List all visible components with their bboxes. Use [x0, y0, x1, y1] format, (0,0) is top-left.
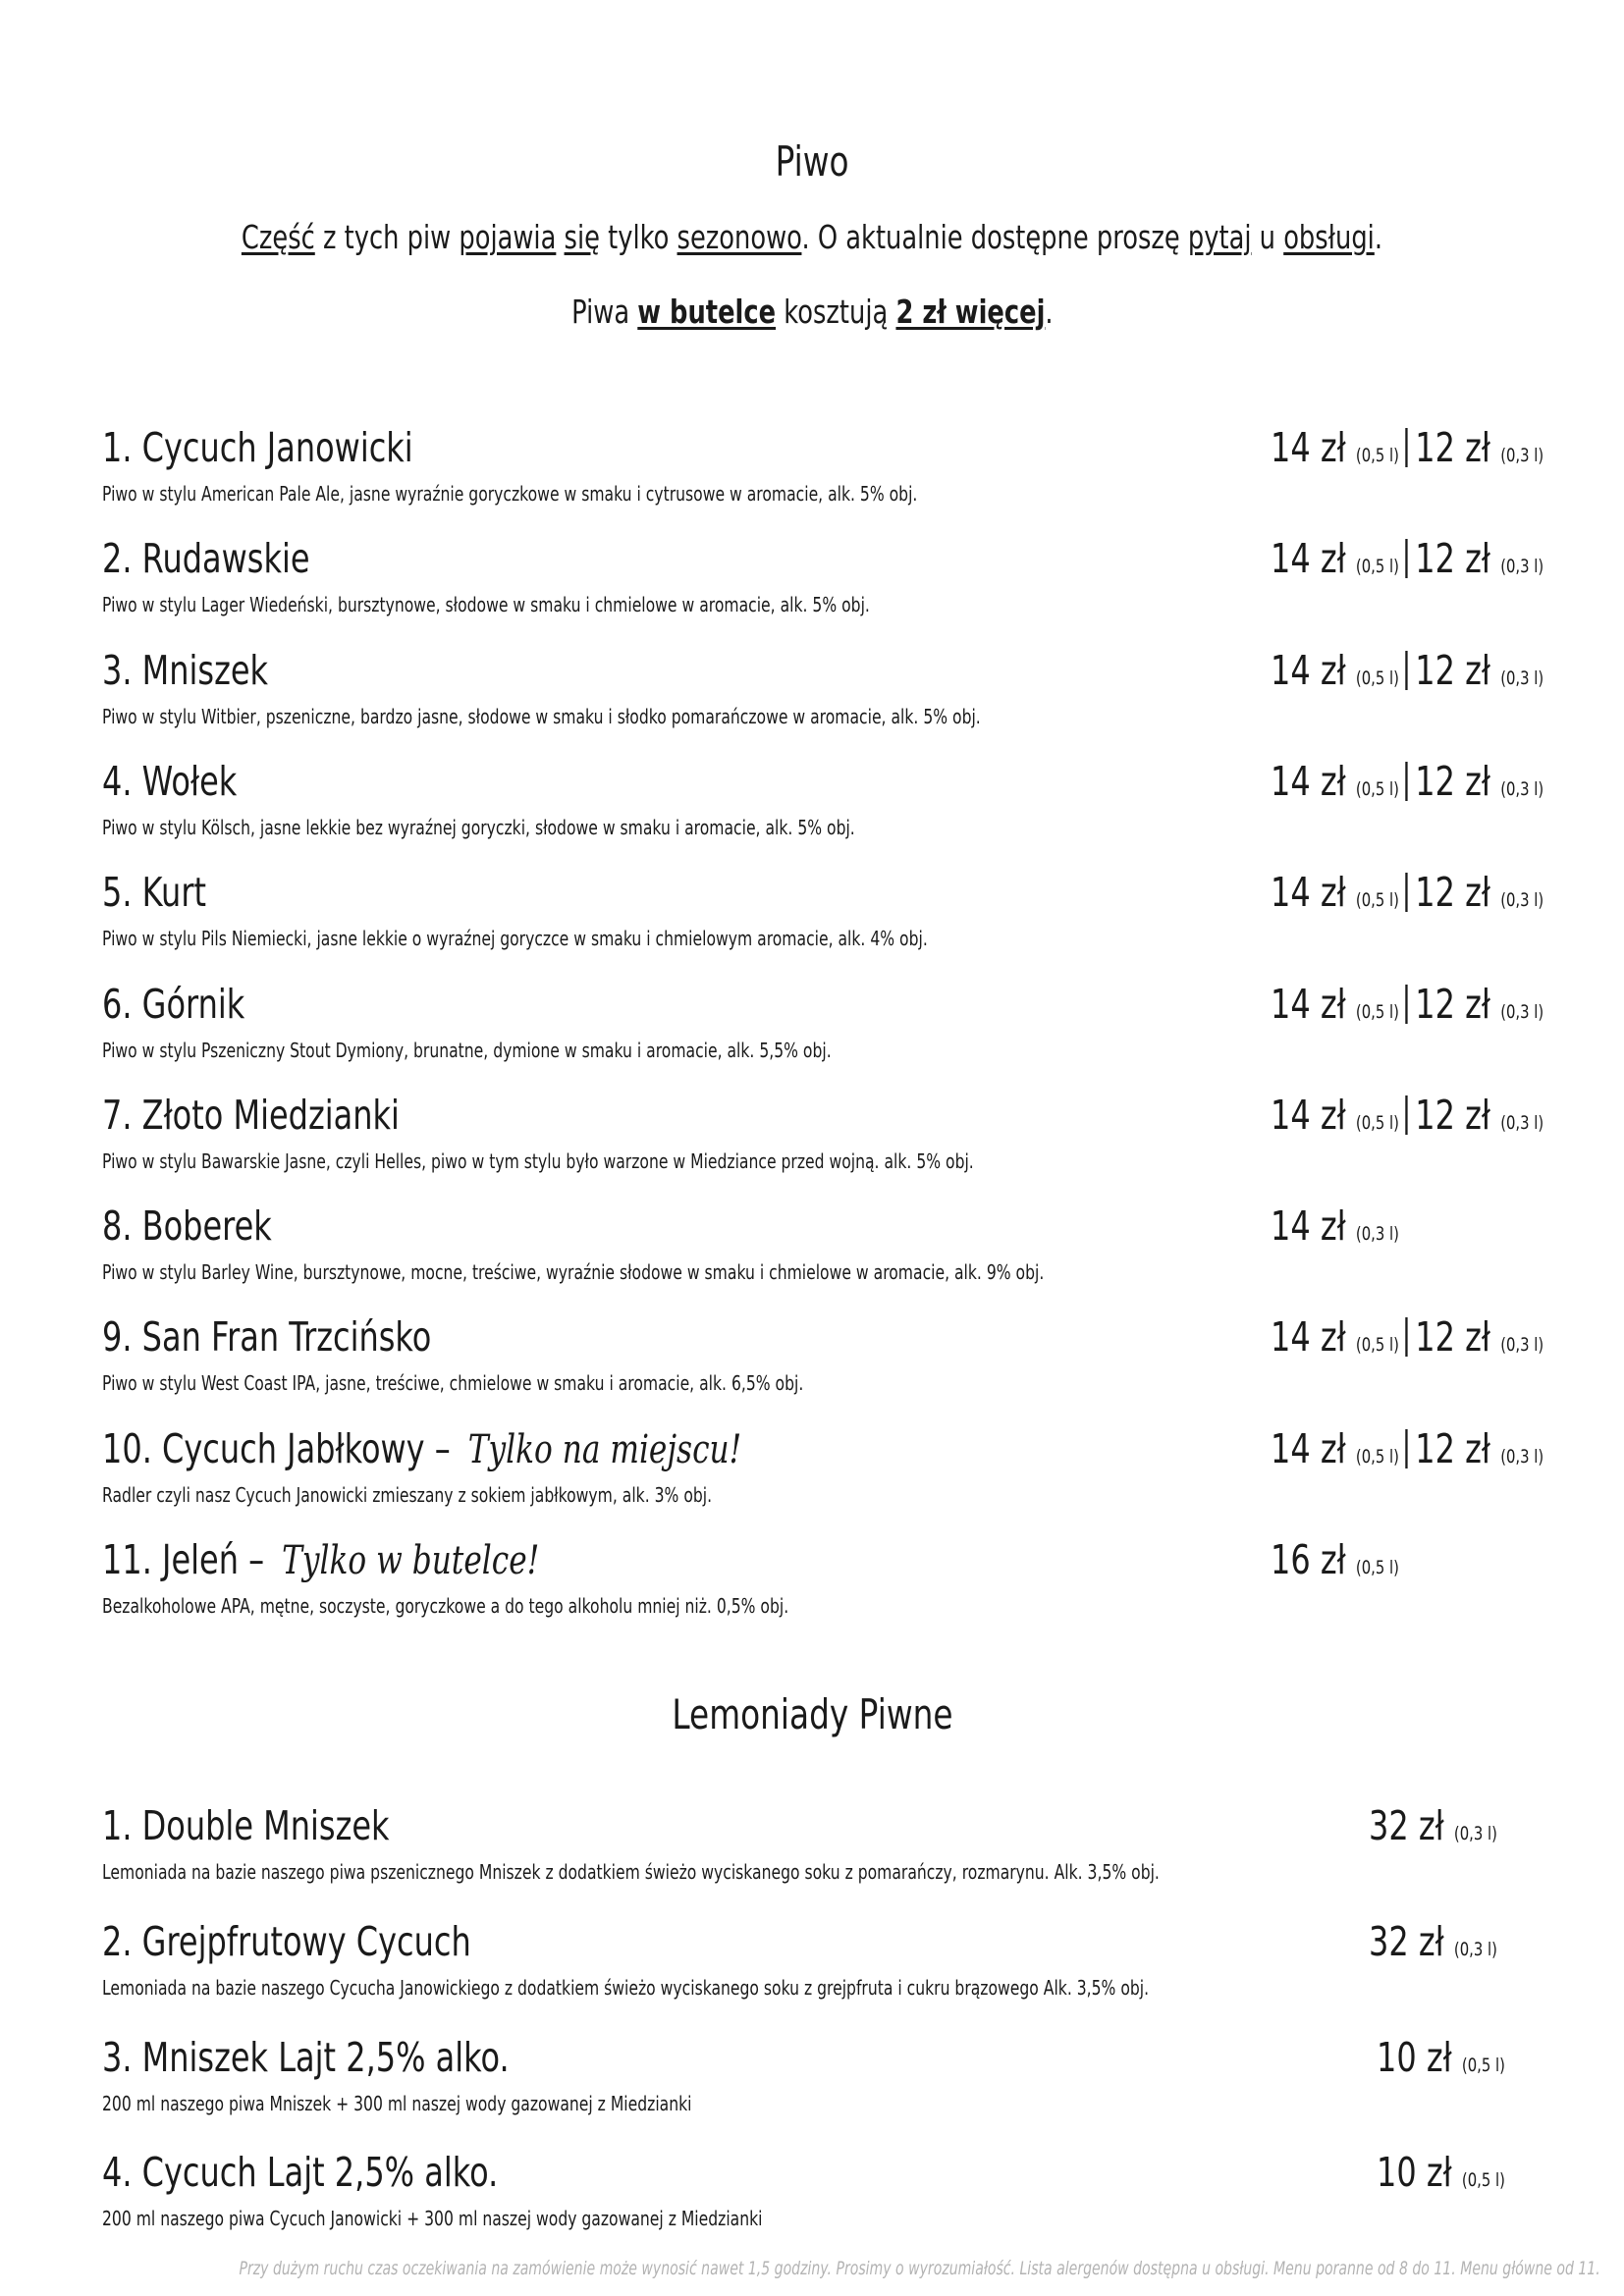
price-small: 12 zł — [1415, 1425, 1491, 1472]
beer-name-text: 10. Cycuch Jabłkowy – — [102, 1425, 460, 1472]
beer-item — [102, 1088, 1544, 1186]
beer-description: Piwo w stylu Bawarskie Jasne, czyli Helles, piwo w tym stylu było warzone w Miedziance przed wojną. alk. 5% obj. — [102, 1149, 974, 1173]
price-large: 14 zł — [1271, 1425, 1346, 1472]
beer-name-text: 5. Kurt — [102, 869, 207, 916]
beer-price — [1271, 1309, 1621, 1372]
price-volume: (0,5 l) — [1461, 2055, 1505, 2076]
beer-name — [102, 1088, 483, 1143]
price-large: 14 zł — [1271, 1092, 1346, 1139]
beer-item — [102, 1421, 1544, 1520]
price-large: 14 zł — [1271, 647, 1346, 694]
price-volume: (0,3 l) — [1453, 1823, 1497, 1844]
beer-name — [102, 643, 315, 698]
price-volume: (0,3 l) — [1500, 1334, 1544, 1356]
seasonal-note: Część z tych piw pojawia się tylko sezonowo. O aktualnie dostępne proszę pytaj u obsługi. — [241, 218, 1383, 256]
lemonade-description: Lemoniada na bazie naszego piwa pszenicznego Mniszek z dodatkiem świeżo wyciskanego soku z pomarańczy, rozmarynu. Alk. 3,5% obj. — [102, 1860, 1160, 1884]
price-separator — [1405, 985, 1407, 1024]
beer-name-text: 1. Cycuch Janowicki — [102, 424, 413, 471]
beer-name-text: 11. Jeleń – — [102, 1536, 275, 1583]
beer-price — [1271, 865, 1621, 928]
beer-name — [102, 977, 285, 1032]
beer-name-text: 9. San Fran Trzcińsko — [102, 1313, 432, 1361]
beer-description: Piwo w stylu West Coast IPA, jasne, treściwe, chmielowe w smaku i aromacie, alk. 6,5% obj. — [102, 1371, 804, 1395]
price-small: 12 zł — [1415, 535, 1491, 582]
beer-name-text: 2. Rudawskie — [102, 535, 310, 582]
beer-description: Piwo w stylu Barley Wine, bursztynowe, mocne, treściwe, wyraźnie słodowe w smaku i chmielowe w aromacie, alk. 9% obj. — [102, 1260, 1045, 1284]
beer-name-text: 3. Mniszek — [102, 647, 269, 694]
beer-description: Piwo w stylu American Pale Ale, jasne wyraźnie goryczkowe w smaku i cytrusowe w aromacie, alk. 5% obj. — [102, 482, 918, 506]
lemonade-description: 200 ml naszego piwa Cycuch Janowicki + 300 ml naszej wody gazowanej z Miedzianki — [102, 2207, 763, 2230]
beer-price — [1271, 1088, 1621, 1150]
price-separator — [1405, 762, 1407, 801]
price-small: 12 zł — [1415, 1092, 1491, 1139]
beer-price — [1271, 1532, 1435, 1595]
beer-name — [102, 1309, 524, 1364]
price-volume: (0,5 l) — [1355, 1446, 1399, 1468]
lemonade-section-title: Lemoniady Piwne — [671, 1690, 953, 1738]
price-small: 12 zł — [1415, 424, 1491, 471]
price-volume: (0,3 l) — [1453, 1939, 1497, 1960]
lemonade-price — [1377, 2030, 1542, 2093]
price-separator — [1405, 1317, 1407, 1357]
price-small: 12 zł — [1415, 758, 1491, 805]
price-separator — [1405, 1095, 1407, 1135]
price-volume: (0,3 l) — [1500, 778, 1544, 800]
price-separator — [1405, 651, 1407, 690]
beer-item — [102, 865, 1544, 963]
beer-name — [102, 1199, 320, 1254]
price-separator — [1405, 1429, 1407, 1468]
price-large: 14 zł — [1271, 535, 1346, 582]
price-large: 14 zł — [1271, 758, 1346, 805]
lemonade-description: 200 ml naszego piwa Mniszek + 300 ml naszej wody gazowanej z Miedzianki — [102, 2092, 692, 2115]
lemonade-item — [102, 1914, 1536, 2012]
price-large: 14 zł — [1271, 1202, 1346, 1250]
price-large: 32 zł — [1369, 1802, 1444, 1849]
price-volume: (0,3 l) — [1500, 1001, 1544, 1023]
beer-name-text: 8. Boberek — [102, 1202, 272, 1250]
beer-price — [1271, 643, 1621, 706]
beer-item — [102, 420, 1544, 518]
price-small: 12 zł — [1415, 981, 1491, 1028]
price-large: 16 zł — [1271, 1536, 1346, 1583]
price-volume: (0,5 l) — [1355, 445, 1399, 466]
lemonade-item — [102, 2030, 1536, 2128]
lemonade-name: 3. Mniszek Lajt 2,5% alko. — [102, 2034, 510, 2081]
beer-price — [1271, 1199, 1435, 1261]
price-large: 32 zł — [1369, 1918, 1444, 1965]
price-volume: (0,5 l) — [1355, 778, 1399, 800]
beer-price — [1271, 420, 1621, 483]
beer-item — [102, 754, 1544, 852]
price-volume: (0,3 l) — [1500, 1112, 1544, 1134]
beer-description: Piwo w stylu Pszeniczny Stout Dymiony, brunatne, dymione w smaku i aromacie, alk. 5,5% obj. — [102, 1039, 832, 1062]
beer-price — [1271, 531, 1621, 594]
price-large: 14 zł — [1271, 1313, 1346, 1361]
price-volume: (0,5 l) — [1355, 1557, 1399, 1578]
beer-name — [102, 531, 368, 586]
price-volume: (0,3 l) — [1500, 889, 1544, 911]
price-separator — [1405, 428, 1407, 467]
beer-description: Piwo w stylu Pils Niemiecki, jasne lekkie o wyraźnej goryczce w smaku i chmielowym aromacie, alk. 4% obj. — [102, 927, 928, 950]
lemonade-item — [102, 1798, 1536, 1896]
beer-item — [102, 1532, 1536, 1630]
lemonade-name: 1. Double Mniszek — [102, 1802, 390, 1849]
bottle-price-note: Piwa w butelce kosztują 2 zł więcej. — [570, 293, 1054, 331]
price-volume: (0,5 l) — [1355, 889, 1399, 911]
beer-price — [1271, 1421, 1621, 1484]
beer-item — [102, 643, 1544, 741]
price-large: 14 zł — [1271, 869, 1346, 916]
price-volume: (0,5 l) — [1355, 1334, 1399, 1356]
beer-tag: Tylko na miejscu! — [467, 1427, 742, 1472]
price-small: 12 zł — [1415, 647, 1491, 694]
price-volume: (0,3 l) — [1500, 1446, 1544, 1468]
beer-item — [102, 531, 1544, 629]
price-volume: (0,5 l) — [1355, 667, 1399, 689]
lemonade-price — [1377, 2145, 1542, 2208]
beer-description: Piwo w stylu Witbier, pszeniczne, bardzo jasne, słodowe w smaku i słodko pomarańczowe w aromacie, alk. 5% obj. — [102, 705, 981, 728]
price-volume: (0,3 l) — [1500, 667, 1544, 689]
price-large: 14 zł — [1271, 424, 1346, 471]
price-volume: (0,5 l) — [1461, 2169, 1505, 2191]
price-volume: (0,3 l) — [1500, 556, 1544, 577]
lemonade-item — [102, 2145, 1536, 2243]
price-volume: (0,3 l) — [1500, 445, 1544, 466]
beer-name-text: 7. Złoto Miedzianki — [102, 1092, 400, 1139]
lemonade-description: Lemoniada na bazie naszego Cycucha Janowickiego z dodatkiem świeżo wyciskanego soku z grejpfruta i cukru brązowego Alk. 3,5% obj. — [102, 1976, 1150, 2000]
beer-name — [102, 865, 236, 920]
price-small: 12 zł — [1415, 869, 1491, 916]
price-volume: (0,5 l) — [1355, 1001, 1399, 1023]
beer-item — [102, 977, 1544, 1075]
price-volume: (0,3 l) — [1355, 1223, 1399, 1245]
lemonade-price — [1369, 1798, 1534, 1861]
beer-description: Bezalkoholowe APA, mętne, soczyste, goryczkowe a do tego alkoholu mniej niż. 0,5% obj. — [102, 1594, 789, 1618]
beer-description: Piwo w stylu Lager Wiedeński, bursztynowe, słodowe w smaku i chmielowe w aromacie, alk. 5% obj. — [102, 593, 870, 616]
price-volume: (0,5 l) — [1355, 556, 1399, 577]
price-large: 10 zł — [1377, 2034, 1452, 2081]
page-title: Piwo — [775, 137, 849, 186]
beer-price — [1271, 977, 1621, 1040]
footer-note: Przy dużym ruchu czas oczekiwania na zamówienie może wynosić nawet 1,5 godziny. Prosimy o wyrozumiałość. Lista alergenów dostępna u obsługi. Menu poranne od 8 do 11. Menu główne od 11. — [239, 2258, 1600, 2279]
price-large: 10 zł — [1377, 2149, 1452, 2196]
beer-name-text: 6. Górnik — [102, 981, 245, 1028]
beer-name — [102, 420, 501, 475]
beer-name — [102, 1421, 922, 1477]
lemonade-name: 4. Cycuch Lajt 2,5% alko. — [102, 2149, 499, 2196]
price-large: 14 zł — [1271, 981, 1346, 1028]
beer-tag: Tylko w butelce! — [282, 1538, 540, 1583]
price-volume: (0,5 l) — [1355, 1112, 1399, 1134]
price-separator — [1405, 539, 1407, 578]
beer-name — [102, 1532, 663, 1588]
lemonade-name: 2. Grejpfrutowy Cycuch — [102, 1918, 471, 1965]
beer-name — [102, 754, 275, 809]
price-small: 12 zł — [1415, 1313, 1491, 1361]
beer-description: Piwo w stylu Kölsch, jasne lekkie bez wyraźnej goryczki, słodowe w smaku i aromacie, alk. 5% obj. — [102, 816, 855, 839]
beer-item — [102, 1199, 1536, 1297]
beer-price — [1271, 754, 1621, 817]
beer-description: Radler czyli nasz Cycuch Janowicki zmieszany z sokiem jabłkowym, alk. 3% obj. — [102, 1483, 713, 1507]
beer-name-text: 4. Wołek — [102, 758, 238, 805]
price-separator — [1405, 873, 1407, 912]
lemonade-price — [1369, 1914, 1534, 1977]
beer-item — [102, 1309, 1544, 1408]
